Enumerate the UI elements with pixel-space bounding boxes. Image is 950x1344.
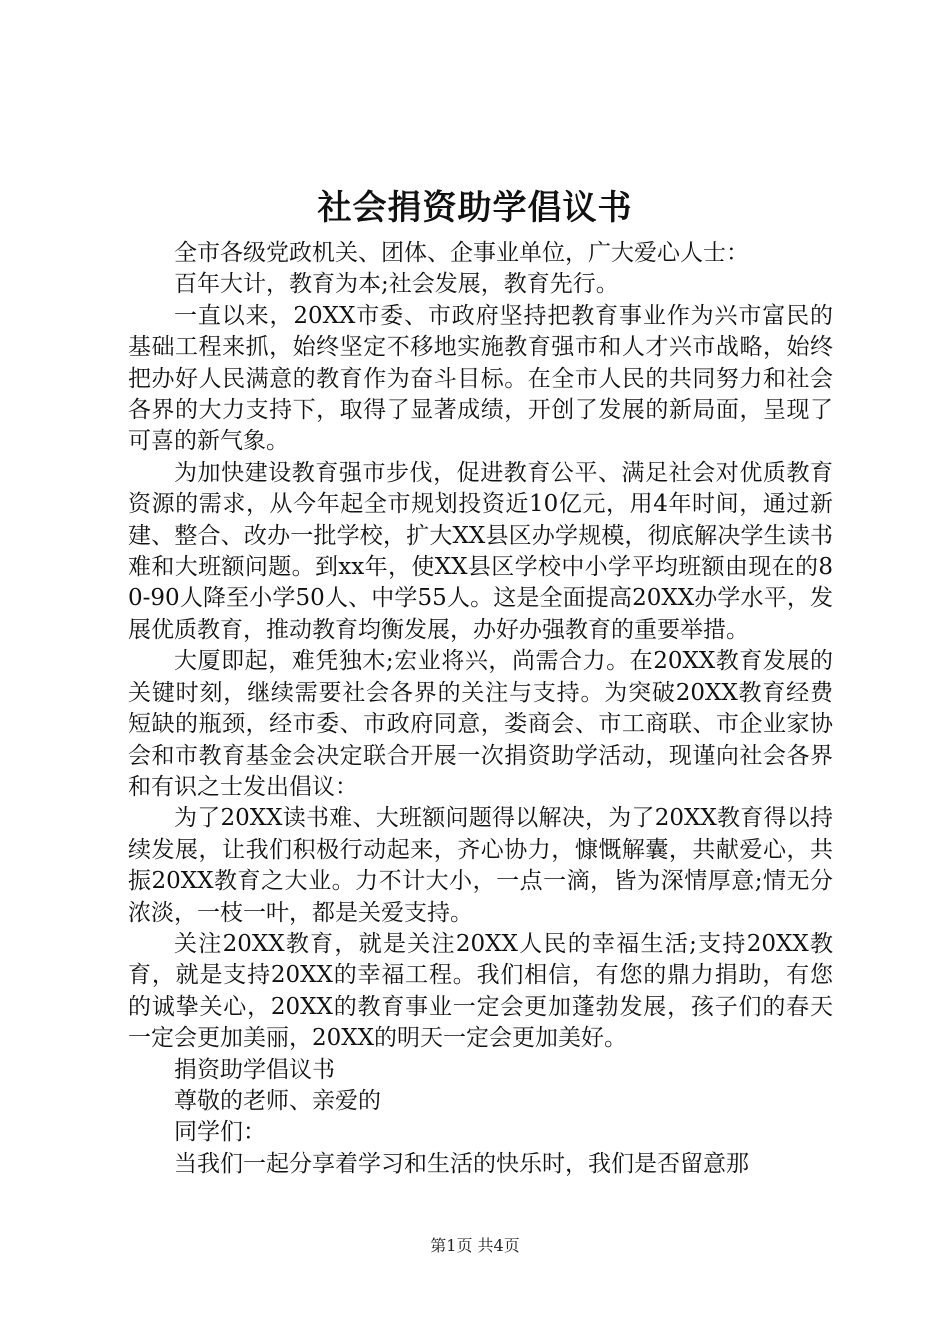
body-paragraph: 当我们一起分享着学习和生活的快乐时，我们是否留意那	[174, 1150, 749, 1177]
page-footer: 第1页 共4页	[430, 1236, 520, 1255]
greeting-line: 同学们：	[174, 1119, 266, 1146]
body-paragraph: 为加快建设教育强市步伐，促进教育公平、满足社会对优质教育资源的需求，从今年起全市规划投资近10亿元，用4年时间，通过新建、整合、改办一批学校，扩大XX县区办学规模，彻底解决学生读书难和大班额问题。到xx年，使XX县区学校中小学平均班额由现在的80-90人降至小学50人、中学55人。这是全面提高20XX办学水平，发展优质教育，推动教育均衡发展，办好办强教育的重要举措。	[128, 459, 833, 643]
section-heading: 捐资助学倡议书	[174, 1056, 335, 1083]
body-paragraph: 关注20XX教育，就是关注20XX人民的幸福生活;支持20XX教育，就是支持20XX的幸福工程。我们相信，有您的鼎力捐助，有您的诚挚关心，20XX的教育事业一定会更加蓬勃发展，孩子们的春天一定会更加美丽，20XX的明天一定会更加美好。	[128, 930, 833, 1052]
body-paragraph: 为了20XX读书难、大班额问题得以解决，为了20XX教育得以持续发展，让我们积极行动起来，齐心协力，慷慨解囊，共献爱心，共振20XX教育之大业。力不计大小，一点一滴，皆为深情厚意;情无分浓淡，一枝一叶，都是关爱支持。	[128, 805, 833, 926]
body-paragraph: 一直以来，20XX市委、市政府坚持把教育事业作为兴市富民的基础工程来抓，始终坚定不移地实施教育强市和人才兴市战略，始终把办好人民满意的教育作为奋斗目标。在全市人民的共同努力和社会各界的大力支持下，取得了显著成绩，开创了发展的新局面，呈现了可喜的新气象。	[128, 302, 833, 455]
body-paragraph: 百年大计，教育为本;社会发展，教育先行。	[174, 271, 619, 298]
salutation-paragraph: 全市各级党政机关、团体、企事业单位，广大爱心人士：	[174, 240, 749, 266]
document-title: 社会捐资助学倡议书	[317, 188, 633, 228]
document-body	[128, 238, 833, 1180]
greeting-line: 尊敬的老师、亲爱的	[174, 1087, 381, 1114]
body-paragraph: 大厦即起，难凭独木;宏业将兴，尚需合力。在20XX教育发展的关键时刻，继续需要社会各界的关注与支持。为突破20XX教育经费短缺的瓶颈，经市委、市政府同意，娄商会、市工商联、市企业家协会和市教育基金会决定联合开展一次捐资助学活动，现谨向社会各界和有识之士发出倡议：	[128, 648, 833, 800]
